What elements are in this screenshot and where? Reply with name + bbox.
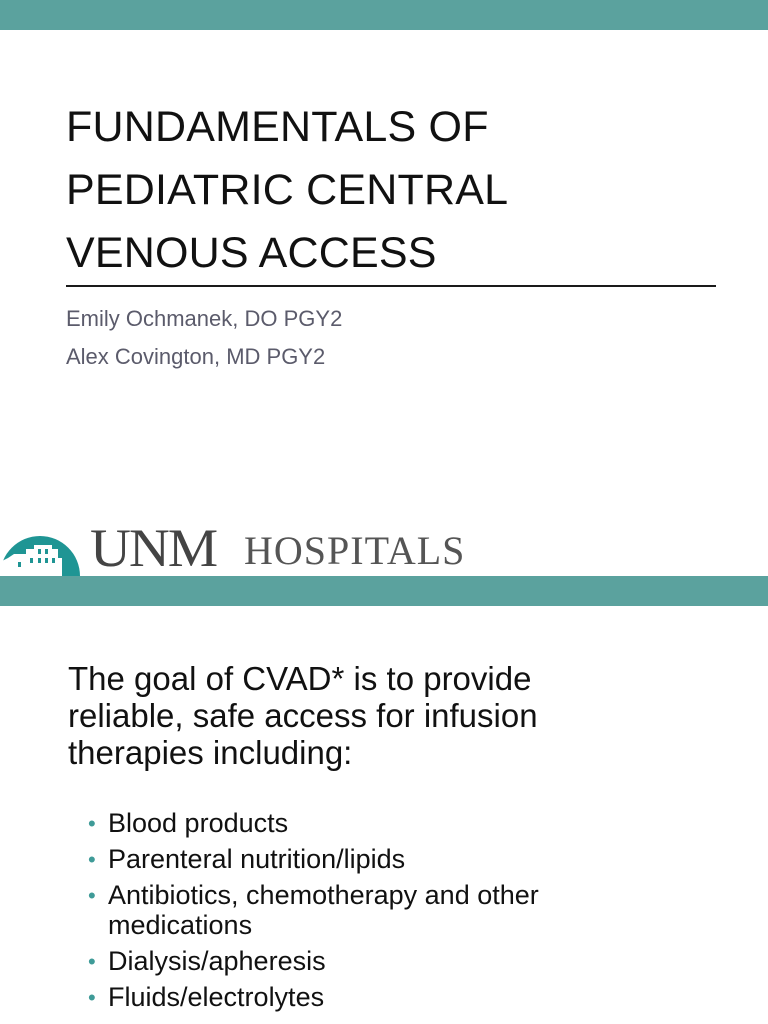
- author-list: [66, 300, 342, 376]
- bullet-text: [108, 880, 708, 940]
- intro-paragraph: [68, 660, 708, 771]
- building-sunset-logo-icon: [0, 516, 84, 576]
- slide-title-line: PEDIATRIC CENTRAL: [66, 166, 509, 214]
- bullet-line: Blood products: [108, 808, 289, 838]
- author-name: Emily Ochmanek, DO PGY2: [66, 306, 343, 331]
- bullet-line: Dialysis/apheresis: [108, 946, 326, 976]
- content-slide: [0, 576, 768, 1024]
- author-name: Alex Covington, MD PGY2: [66, 344, 326, 369]
- slide-title: [66, 96, 726, 285]
- bullet-text: [108, 982, 708, 1012]
- slide-title-line: FUNDAMENTALS OF: [66, 103, 489, 151]
- bullet-item: [88, 880, 708, 940]
- slide-title-line: VENOUS ACCESS: [66, 229, 437, 277]
- bullet-dot-icon: •: [88, 847, 96, 872]
- slide-header-bar: [0, 0, 768, 30]
- bullet-dot-icon: •: [88, 811, 96, 836]
- bullet-text: [108, 844, 708, 874]
- bullet-item: [88, 946, 708, 976]
- intro-line: therapies including:: [68, 734, 353, 771]
- bullet-item: [88, 808, 708, 838]
- therapy-bullet-list: [88, 808, 708, 1018]
- bullet-line: Fluids/electrolytes: [108, 982, 325, 1012]
- bullet-dot-icon: •: [88, 985, 96, 1010]
- bullet-item: [88, 844, 708, 874]
- title-divider: [66, 285, 716, 287]
- intro-line: The goal of CVAD* is to provide: [68, 660, 532, 697]
- logo-unm-text: UNM: [90, 518, 217, 576]
- bullet-line: Antibiotics, chemotherapy and other: [108, 880, 539, 910]
- unm-hospitals-logo: [0, 516, 500, 576]
- bullet-item: [88, 982, 708, 1012]
- intro-line: reliable, safe access for infusion: [68, 697, 538, 734]
- bullet-dot-icon: •: [88, 949, 96, 974]
- bullet-line: medications: [108, 910, 253, 940]
- bullet-line: Parenteral nutrition/lipids: [108, 844, 406, 874]
- slide-header-bar: [0, 576, 768, 606]
- logo-hospitals-text: HOSPITALS: [244, 528, 466, 573]
- bullet-text: [108, 946, 708, 976]
- bullet-text: [108, 808, 708, 838]
- bullet-dot-icon: •: [88, 883, 96, 908]
